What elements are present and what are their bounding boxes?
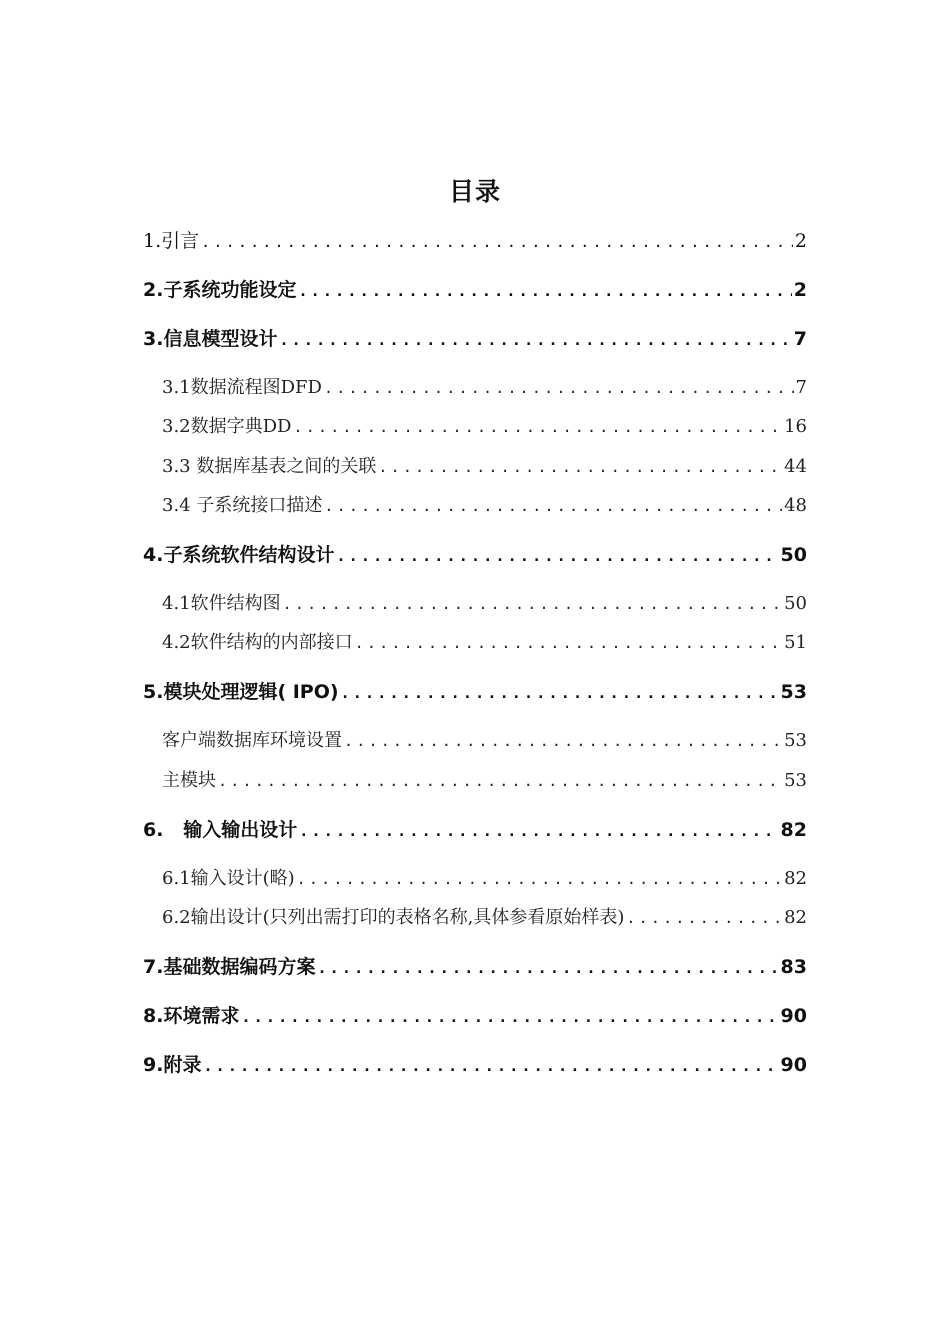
- toc-entry[interactable]: [162, 766, 807, 796]
- toc-title: 目录: [448, 177, 501, 206]
- toc-entry[interactable]: [143, 1050, 807, 1080]
- toc-entry-label: 主模块: [162, 770, 216, 791]
- toc-entry-label: 9.附录: [143, 1054, 202, 1076]
- toc-entry-label: 8.环境需求: [143, 1005, 240, 1027]
- toc-entry-page: 7: [795, 377, 807, 398]
- toc-dot-leader: [378, 452, 782, 482]
- toc-entry-page: 2: [794, 230, 807, 252]
- toc-dot-leader: [203, 1051, 778, 1080]
- toc-dot-leader: [324, 373, 794, 403]
- toc-entry-page: 82: [784, 907, 807, 928]
- toc-entry-label: 客户端数据库环境设置: [162, 730, 342, 751]
- toc-dot-leader: [341, 678, 779, 707]
- toc-entry-label: 6.1输入设计(略): [162, 868, 295, 889]
- toc-entry[interactable]: [143, 677, 807, 707]
- toc-entry-label: 2.子系统功能设定: [143, 279, 297, 301]
- toc-entry[interactable]: [143, 1001, 807, 1031]
- toc-entry-label: 3.信息模型设计: [143, 328, 278, 350]
- toc-entry[interactable]: [143, 952, 807, 982]
- toc-entry-label: 3.1数据流程图DFD: [162, 377, 322, 398]
- toc-entry-page: 50: [784, 593, 807, 614]
- toc-dot-leader: [317, 953, 778, 982]
- toc-entry-page: 53: [780, 681, 807, 703]
- toc-dot-leader: [355, 628, 782, 658]
- toc-entry-label: 4.2软件结构的内部接口: [162, 632, 353, 653]
- toc-entry-label: 4.子系统软件结构设计: [143, 544, 335, 566]
- toc-dot-leader: [626, 903, 782, 933]
- toc-entry-page: 53: [784, 770, 807, 791]
- toc-entry-label: 7.基础数据编码方案: [143, 956, 316, 978]
- toc-entry[interactable]: [143, 324, 807, 354]
- toc-entry[interactable]: [162, 726, 807, 756]
- toc-entry[interactable]: [162, 452, 807, 482]
- toc-entry-page: 90: [780, 1054, 807, 1076]
- toc-entry[interactable]: [162, 864, 807, 894]
- toc-entry-page: 82: [780, 819, 807, 841]
- toc-dot-leader: [279, 325, 791, 354]
- toc-entry[interactable]: [143, 815, 807, 845]
- toc-entry-label: 4.1软件结构图: [162, 593, 281, 614]
- toc-entry-page: 48: [784, 495, 807, 516]
- toc-entry[interactable]: [162, 589, 807, 619]
- toc-entry-label: 5.模块处理逻辑( IPO): [143, 681, 339, 703]
- toc-dot-leader: [344, 726, 782, 756]
- toc-dot-leader: [299, 816, 778, 845]
- toc-dot-leader: [218, 766, 782, 796]
- toc-dot-leader: [241, 1002, 778, 1031]
- toc-dot-leader: [297, 864, 782, 894]
- toc-entry-page: 7: [793, 328, 807, 350]
- toc-entry-page: 16: [784, 416, 807, 437]
- toc-entry-page: 90: [780, 1005, 807, 1027]
- toc-entry-page: 44: [784, 456, 807, 477]
- toc-entry-label: 1.引言: [143, 230, 200, 252]
- toc-entry-page: 82: [784, 868, 807, 889]
- toc-dot-leader: [336, 541, 778, 570]
- toc-entry[interactable]: [162, 373, 807, 403]
- toc-entry[interactable]: [162, 491, 807, 521]
- toc-entry[interactable]: [162, 412, 807, 442]
- toc-dot-leader: [201, 227, 793, 256]
- toc-entry[interactable]: [143, 540, 807, 570]
- toc-dot-leader: [324, 491, 782, 521]
- toc-entry[interactable]: [162, 903, 807, 933]
- toc-entry-label: 6.2输出设计(只列出需打印的表格名称,具体参看原始样表): [162, 907, 625, 928]
- toc-entry-label: 6. 输入输出设计: [143, 819, 298, 841]
- toc-entry-label: 3.2数据字典DD: [162, 416, 292, 437]
- toc-dot-leader: [298, 276, 791, 305]
- toc-entry-page: 50: [780, 544, 807, 566]
- toc-entry-page: 51: [784, 632, 807, 653]
- toc-entry-page: 2: [793, 279, 807, 301]
- toc-entry-page: 83: [780, 956, 807, 978]
- toc-entry[interactable]: [143, 275, 807, 305]
- toc-entry-page: 53: [784, 730, 807, 751]
- toc-entry[interactable]: [143, 226, 807, 256]
- toc-dot-leader: [283, 589, 782, 619]
- toc-entry-label: 3.4 子系统接口描述: [162, 495, 323, 516]
- toc-dot-leader: [294, 412, 783, 442]
- toc-entry-label: 3.3 数据库基表之间的关联: [162, 456, 377, 477]
- toc-entry[interactable]: [162, 628, 807, 658]
